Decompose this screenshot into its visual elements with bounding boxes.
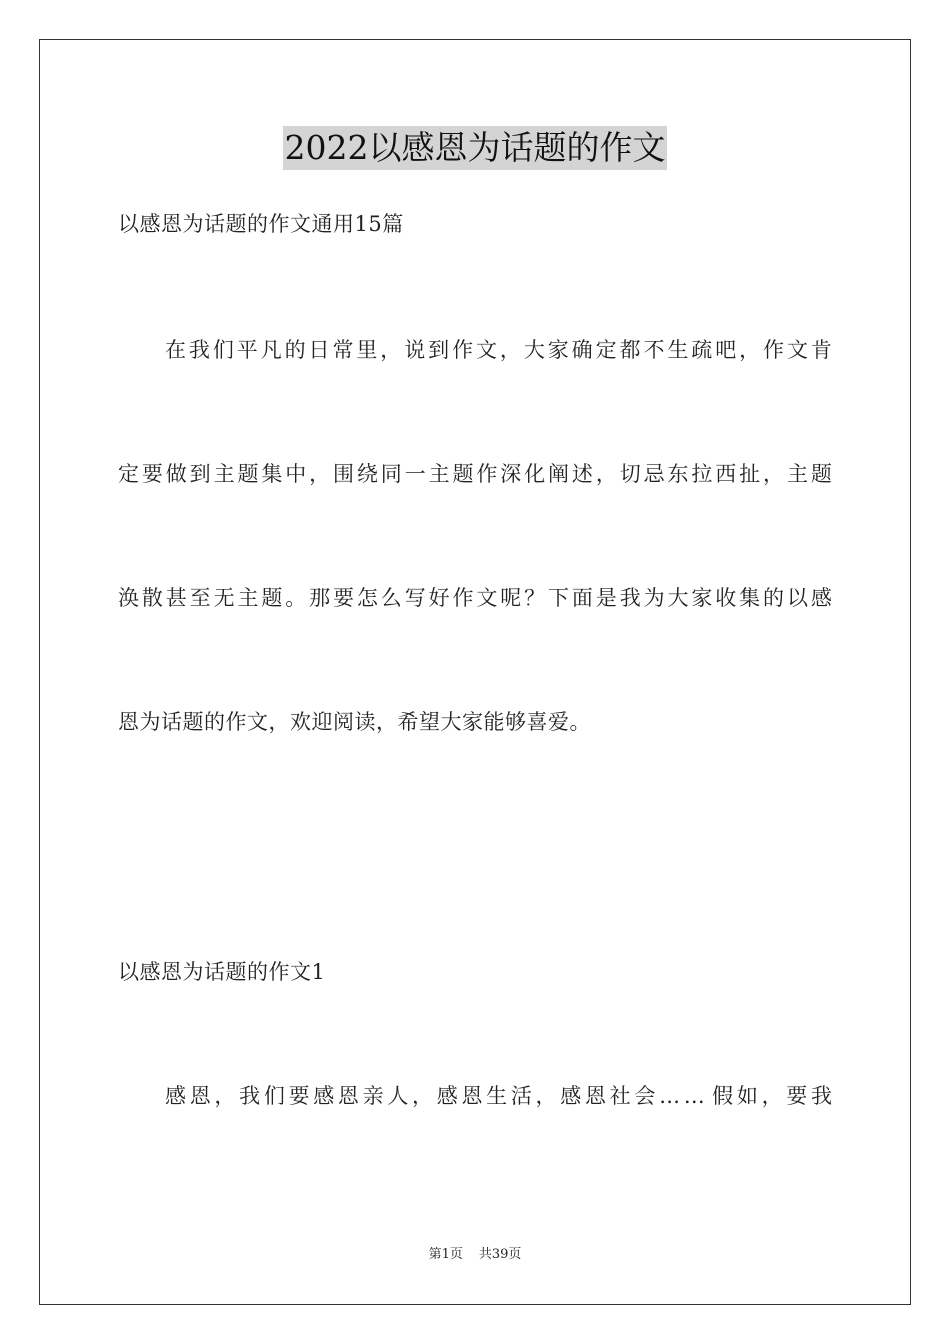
intro-line-4: 恩为话题的作文，欢迎阅读，希望大家能够喜爱。 [118,710,591,734]
page-total: 共39页 [478,1247,522,1262]
intro-line-3: 涣 散 甚 至 无 主 题 。 那 要 怎 么 写 好 作 文 呢 ？ 下 面 是 我 为 大 家 收 集 的 以 感 [118,586,832,610]
document-title: 2022以感恩为话题的作文 [283,126,668,170]
section-heading: 以感恩为话题的作文1 [118,960,326,984]
document-subtitle: 以感恩为话题的作文通用15篇 [118,212,404,236]
page-footer [0,1246,950,1264]
intro-line-2: 定 要 做 到 主 题 集 中 ， 围 绕 同 一 主 题 作 深 化 阐 述 ， 切 忌 东 拉 西 扯 ， 主 题 [118,462,832,486]
section-line-1: 感 恩 ， 我 们 要 感 恩 亲 人 ， 感 恩 生 活 ， 感 恩 社 会 … … 假 如 ， 要 我 [165,1084,832,1108]
title-container [0,126,950,170]
intro-line-1: 在 我 们 平 凡 的 日 常 里 ， 说 到 作 文 ， 大 家 确 定 都 不 生 疏 吧 ， 作 文 肯 [165,338,832,362]
page-number: 第1页 [428,1247,463,1262]
